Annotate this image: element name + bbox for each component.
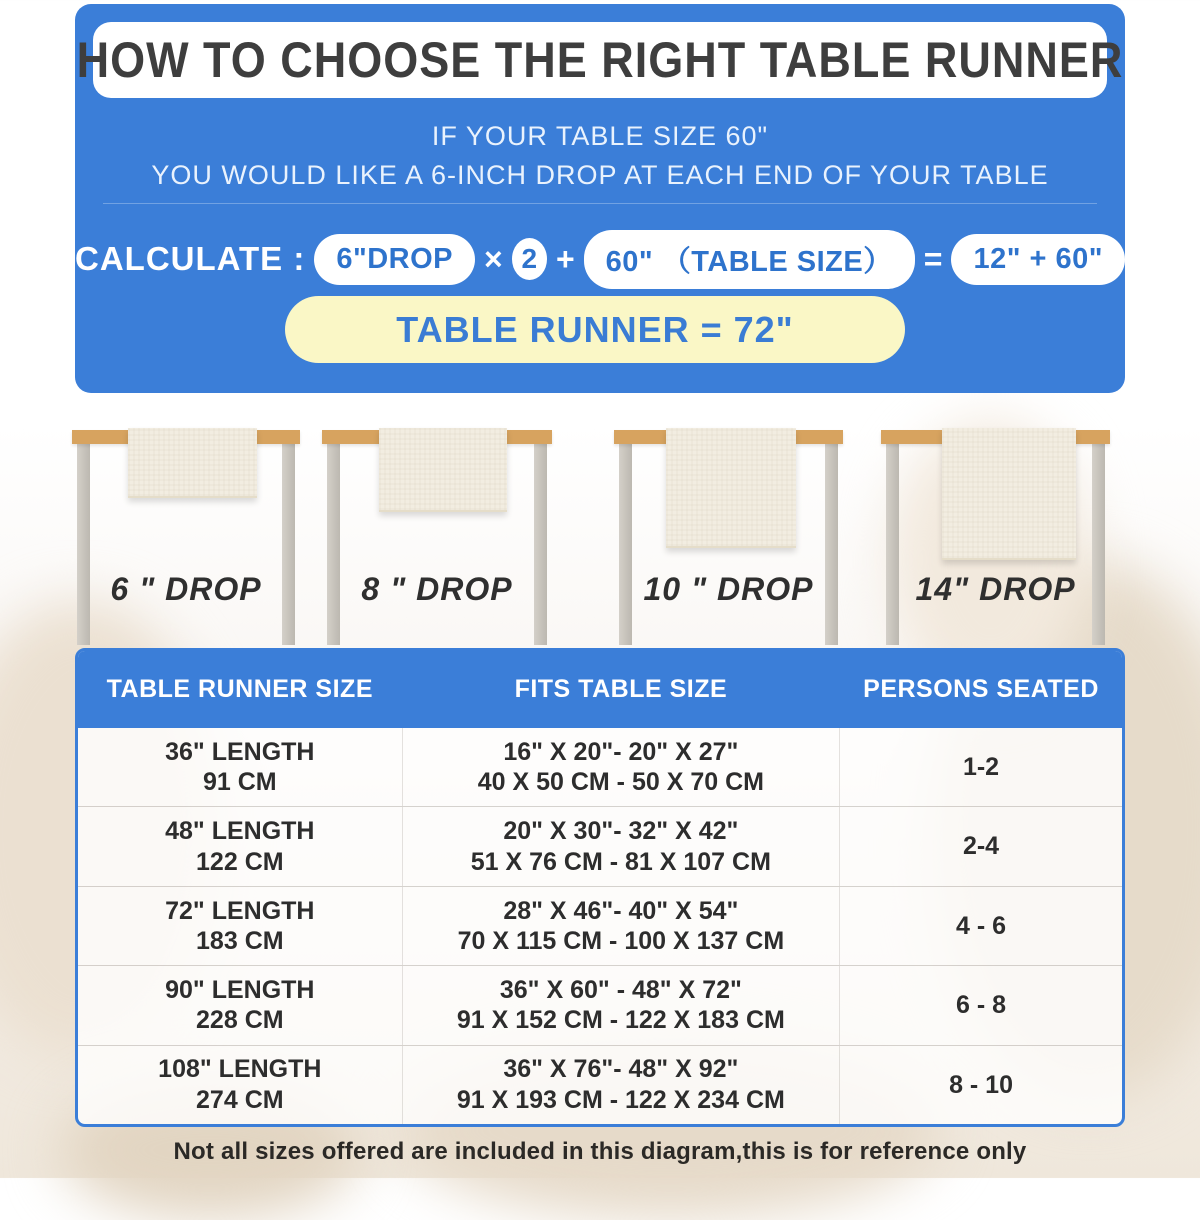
header-banner <box>75 4 1125 393</box>
table-runner-drape <box>942 428 1076 560</box>
header-fits-table-size: FITS TABLE SIZE <box>514 675 728 703</box>
runner-size-cell <box>78 728 402 806</box>
fits-size-cm: 91 X 193 CM - 122 X 234 CM <box>456 1085 785 1114</box>
table-leg <box>619 444 632 645</box>
table-runner-drape <box>128 428 257 498</box>
runner-size-cm: 122 CM <box>196 847 284 876</box>
fits-size-inches: 20" X 30"- 32" X 42" <box>503 817 739 846</box>
runner-size-cell <box>78 966 402 1044</box>
table-leg <box>327 444 340 645</box>
persons-cell: 4 - 6 <box>956 911 1007 940</box>
calculate-label: CALCULATE : <box>75 240 306 277</box>
runner-size-cm: 274 CM <box>196 1085 284 1114</box>
persons-cell: 6 - 8 <box>956 991 1007 1020</box>
fits-size-cm: 91 X 152 CM - 122 X 183 CM <box>456 1006 785 1035</box>
persons-cell: 2-4 <box>962 832 1000 861</box>
fits-size-inches: 28" X 46"- 40" X 54" <box>503 896 739 925</box>
multiplier-circle: 2 <box>512 238 547 280</box>
drop-label: 6 " DROP <box>110 571 262 607</box>
fits-size-cell <box>402 1046 840 1124</box>
table-leg <box>886 444 899 645</box>
table-runner-drape <box>666 428 796 548</box>
runner-size-inches: 36" LENGTH <box>165 737 315 766</box>
table-leg <box>77 444 90 645</box>
runner-size-inches: 108" LENGTH <box>158 1055 322 1084</box>
title-box <box>76 22 1124 98</box>
fits-size-cm: 51 X 76 CM - 81 X 107 CM <box>470 847 771 876</box>
drop-figure-6in <box>72 424 300 645</box>
fits-size-cell <box>402 966 840 1044</box>
fits-size-inches: 36" X 76"- 48" X 92" <box>503 1055 739 1084</box>
runner-size-cm: 91 CM <box>202 768 277 797</box>
drop-figure-10in <box>614 424 843 645</box>
runner-size-cell <box>78 807 402 885</box>
runner-size-cell <box>78 1046 402 1124</box>
fits-size-inches: 16" X 20"- 20" X 27" <box>503 737 739 766</box>
header-runner-size: TABLE RUNNER SIZE <box>106 675 373 703</box>
table-row <box>78 1045 1122 1124</box>
runner-size-inches: 48" LENGTH <box>165 817 315 846</box>
subtitle-line-2: YOU WOULD LIKE A 6-INCH DROP AT EACH END OF YOUR TABLE <box>151 160 1049 190</box>
subtitle-line-1: IF YOUR TABLE SIZE 60" <box>431 121 769 151</box>
runner-size-cell <box>78 887 402 965</box>
table-row <box>78 886 1122 965</box>
result-pill: TABLE RUNNER = 72" <box>285 296 905 363</box>
table-leg <box>1092 444 1105 645</box>
table-size-pill: 60" （TABLE SIZE） <box>584 230 915 289</box>
fits-size-cm: 40 X 50 CM - 50 X 70 CM <box>477 768 764 797</box>
fits-size-cell <box>402 807 840 885</box>
fits-size-inches: 36" X 60" - 48" X 72" <box>499 975 742 1004</box>
drop-figure-14in <box>881 424 1110 645</box>
persons-cell: 8 - 10 <box>949 1070 1013 1099</box>
drop-label: 8 " DROP <box>361 571 513 607</box>
runner-size-cm: 183 CM <box>196 927 284 956</box>
header-persons-seated: PERSONS SEATED <box>863 675 1099 703</box>
drop-label: 14" DROP <box>915 571 1076 607</box>
sum-pill: 12" + 60" <box>951 234 1125 285</box>
table-leg <box>282 444 295 645</box>
fits-size-cm: 70 X 115 CM - 100 X 137 CM <box>457 927 785 956</box>
size-chart-header <box>78 651 1122 728</box>
equals-sign: = <box>923 240 943 277</box>
plus-sign: + <box>555 240 575 277</box>
table-row <box>78 728 1122 806</box>
page-title: HOW TO CHOOSE THE RIGHT TABLE RUNNER <box>76 30 1124 89</box>
footer-disclaimer: Not all sizes offered are included in this diagram,this is for reference only <box>173 1138 1027 1165</box>
drop-figure-8in <box>322 424 552 645</box>
calculation-formula <box>75 230 1125 288</box>
drop-value-pill: 6"DROP <box>314 234 475 285</box>
fits-size-cell <box>402 728 840 806</box>
fits-size-cell <box>402 887 840 965</box>
table-runner-drape <box>379 428 507 512</box>
drop-label: 10 " DROP <box>643 571 814 607</box>
subtitle <box>75 117 1125 195</box>
table-leg <box>534 444 547 645</box>
runner-size-inches: 72" LENGTH <box>165 896 315 925</box>
table-row <box>78 806 1122 885</box>
table-leg <box>825 444 838 645</box>
multiply-sign: × <box>484 240 503 277</box>
table-row <box>78 965 1122 1044</box>
runner-size-inches: 90" LENGTH <box>165 975 315 1004</box>
persons-cell: 1-2 <box>962 752 1000 781</box>
banner-divider <box>103 203 1097 204</box>
runner-size-cm: 228 CM <box>196 1006 284 1035</box>
size-chart-card <box>75 648 1125 1127</box>
